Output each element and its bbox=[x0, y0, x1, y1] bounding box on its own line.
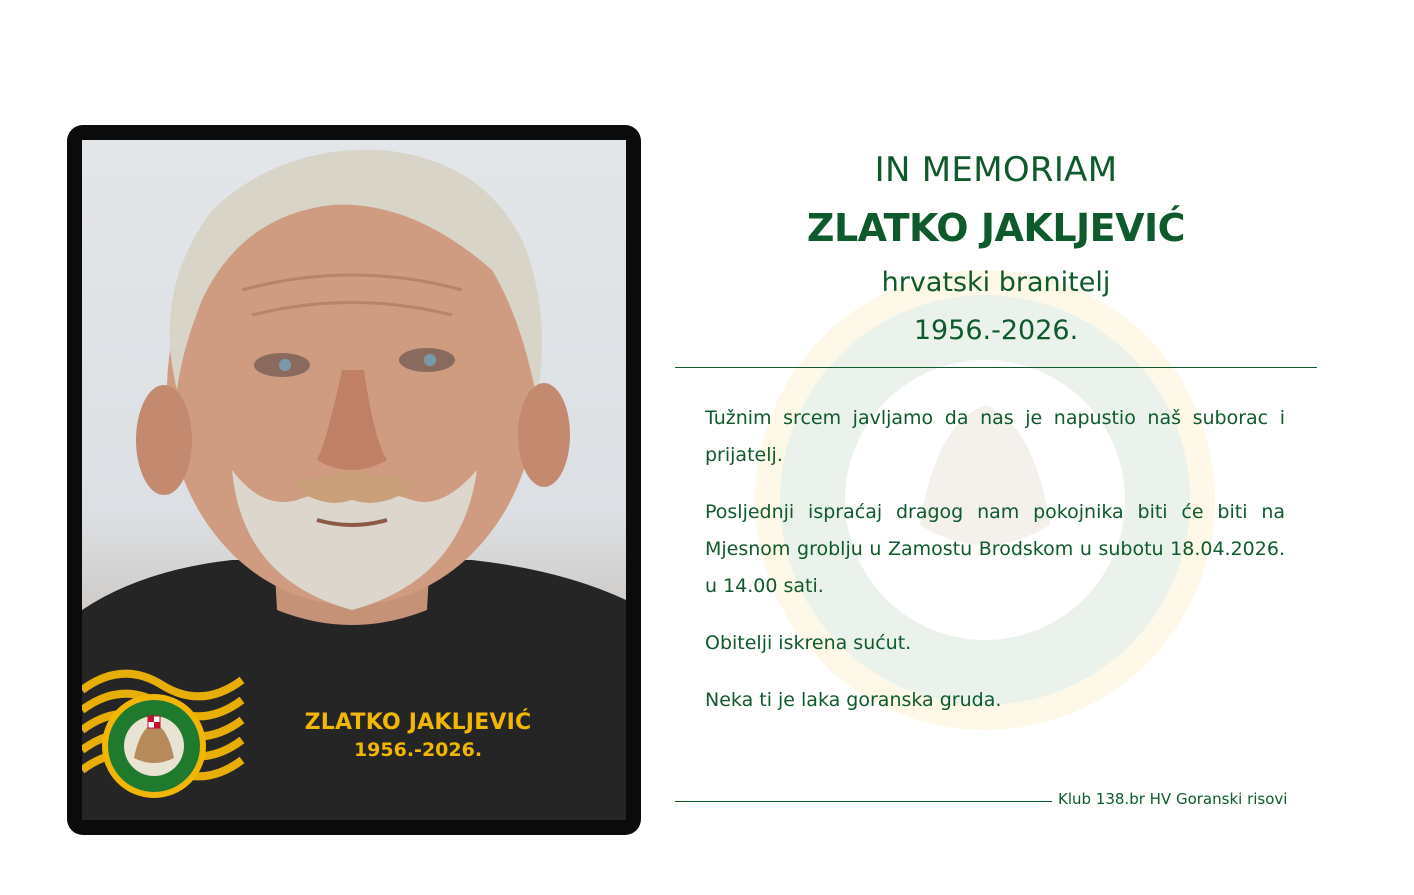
message-paragraph: Posljednji ispraćaj dragog nam pokojnika biti će biti na Mjesnom groblju u Zamostu Brodskom u subotu 18.04.2026. u 14.00 sati. bbox=[705, 501, 1285, 597]
photo-caption-name: ZLATKO JAKLJEVIĆ bbox=[304, 710, 532, 735]
page-title: IN MEMORIAM bbox=[874, 150, 1118, 190]
header-divider bbox=[675, 367, 1317, 368]
memorial-header bbox=[675, 145, 1317, 355]
message-paragraph: Tužnim srcem javljamo da nas je napustio naš suborac i prijatelj. bbox=[705, 407, 1285, 466]
message-paragraph: Neka ti je laka goranska gruda. bbox=[705, 689, 1002, 711]
memorial-message bbox=[705, 400, 1285, 739]
footer-signature: Klub 138.br HV Goranski risovi bbox=[1058, 790, 1288, 808]
footer-divider bbox=[675, 801, 1052, 802]
photo-caption-years: 1956.-2026. bbox=[353, 739, 483, 761]
message-paragraph: Obitelji iskrena sućut. bbox=[705, 632, 912, 654]
deceased-role: hrvatski branitelj bbox=[881, 267, 1111, 298]
photo-caption bbox=[278, 710, 558, 761]
portrait-photo bbox=[82, 140, 626, 820]
memorial-photo-card bbox=[67, 125, 641, 835]
deceased-years: 1956.-2026. bbox=[913, 315, 1079, 346]
deceased-name: ZLATKO JAKLJEVIĆ bbox=[806, 206, 1186, 250]
lynx-emblem-icon bbox=[82, 668, 272, 818]
